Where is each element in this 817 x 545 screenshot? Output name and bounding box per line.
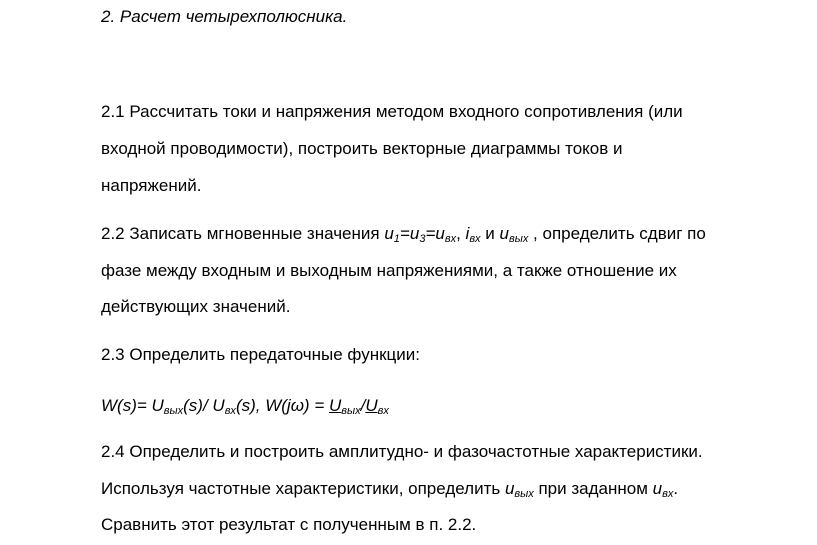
var-u-out: $u_{вых}$: [499, 224, 529, 245]
item-2-4-line-2: Используя частотные характеристики, определить $u_{вых}$ при заданном $u_{вх}$.: [101, 479, 679, 500]
var-u-out-2: $u_{вых}$: [504, 479, 534, 500]
section-heading: 2. Расчет четырехполюсника.: [101, 7, 348, 26]
transfer-function-formula: $W(s)= U_{вых}(s)/$ $U_{вх}(s)$, $W(j\omega) = U_{вых}/U_{вх}$: [101, 396, 389, 417]
var-u-in-2: $u_{вх}$: [652, 479, 674, 500]
item-2-2-line-2: фазе между входным и выходным напряжениями, а также отношение их: [101, 261, 677, 280]
item-2-1-line-2: входной проводимости), построить векторные диаграммы токов и: [101, 139, 623, 158]
item-2-4-line-1: 2.4 Определить и построить амплитудно- и фазочастотные характеристики.: [101, 442, 703, 461]
item-2-4-line-3: Сравнить этот результат с полученным в п. 2.2.: [101, 515, 477, 534]
var-i: $i_{вх}$: [465, 224, 481, 245]
item-2-3-line-1: 2.3 Определить передаточные функции:: [101, 345, 420, 364]
var-u: $u_1=u_3=u_{вх}$: [384, 224, 457, 245]
phasor-u-out: $U_{вых}$: [328, 396, 361, 417]
item-2-2-line-3: действующих значений.: [101, 297, 291, 316]
item-2-1-line-1: 2.1 Рассчитать токи и напряжения методом входного сопротивления (или: [101, 102, 683, 121]
item-2-2-line-1: 2.2 Записать мгновенные значения $u_1=u_3=u_{вх}$, $i_{вх}$ и $u_{вых}$ , определить сдвиг по: [101, 224, 706, 245]
phasor-u-in: $U_{вх}$: [365, 396, 389, 417]
item-2-1-line-3: напряжений.: [101, 176, 202, 195]
item-2-2-prefix: 2.2 Записать мгновенные значения: [101, 224, 385, 243]
